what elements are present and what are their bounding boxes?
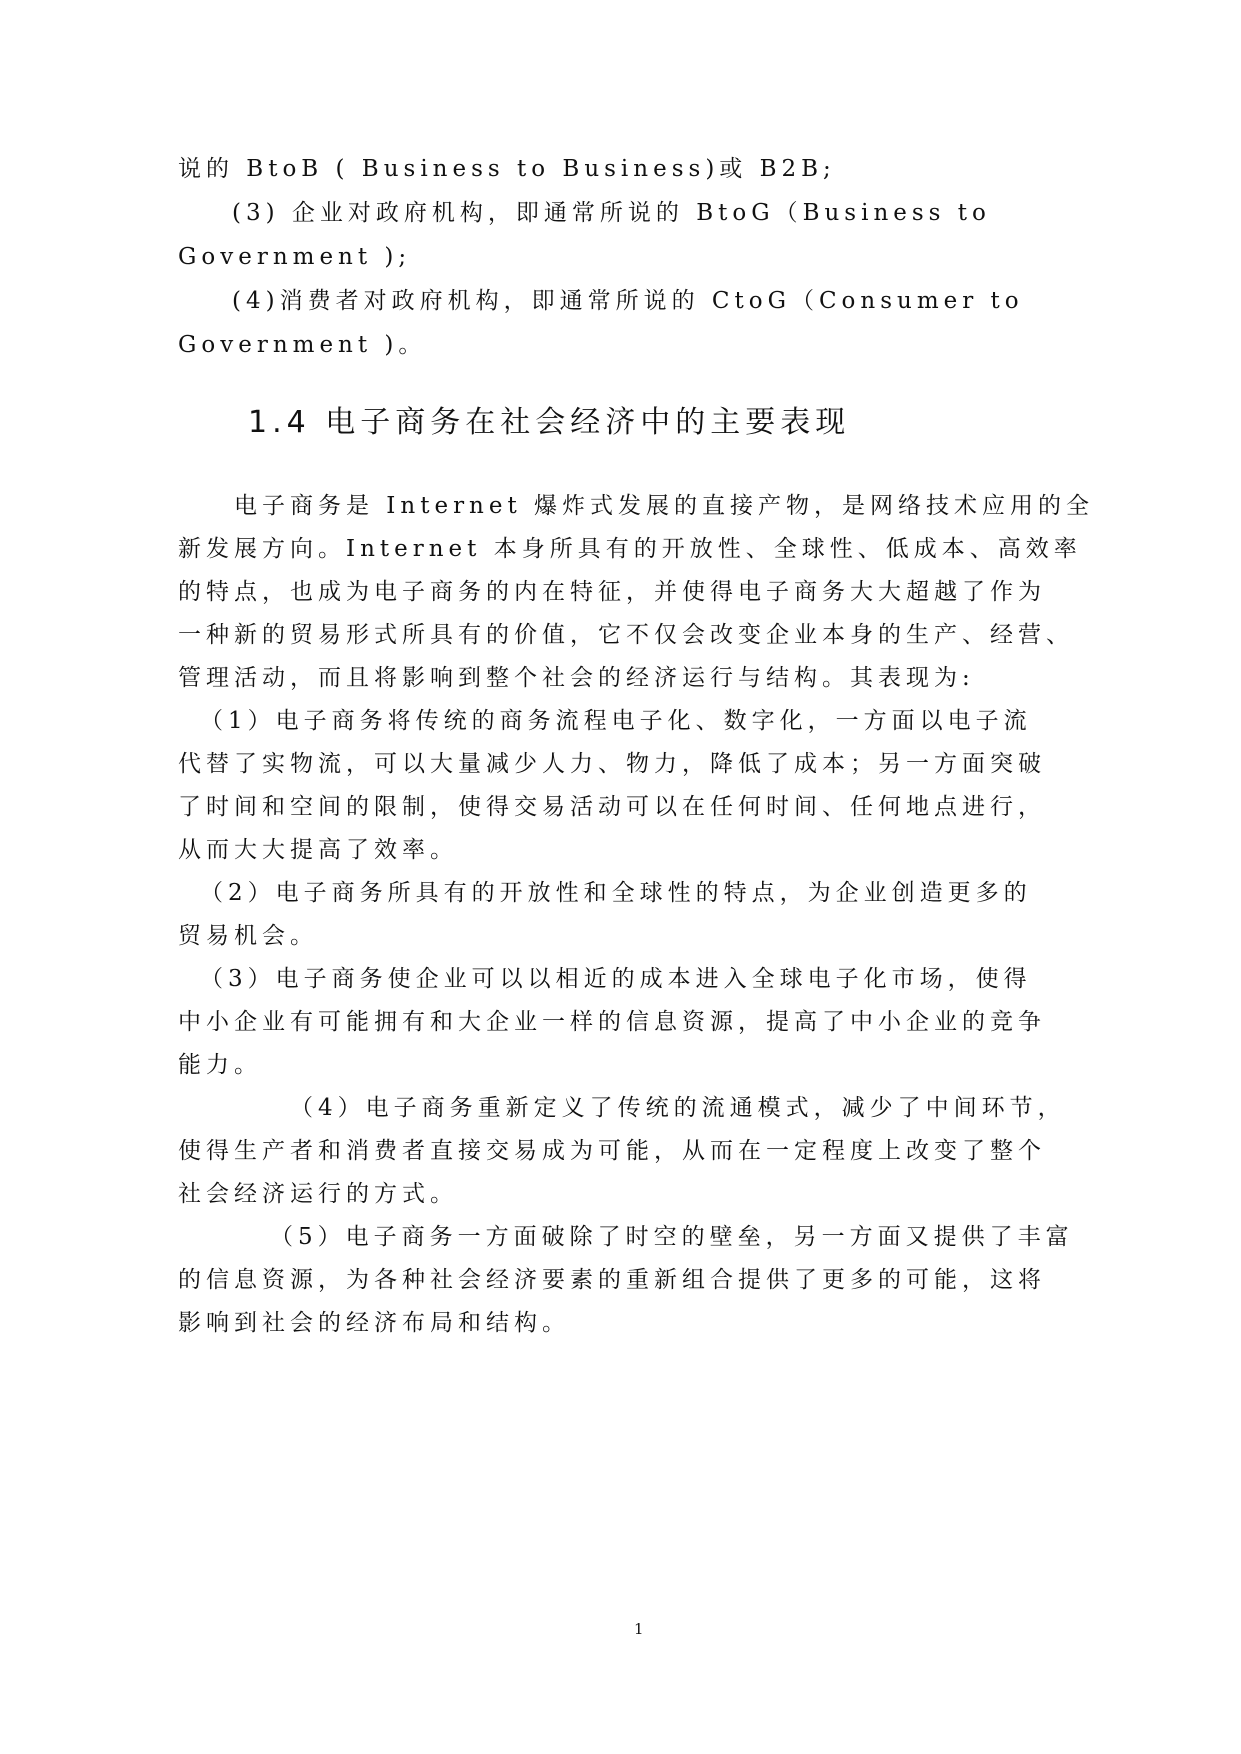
section-heading: 1.4 电子商务在社会经济中的主要表现 bbox=[248, 405, 851, 440]
body-line: 从而大大提高了效率。 bbox=[178, 837, 458, 863]
body-line: 新发展方向。Internet 本身所具有的开放性、全球性、低成本、高效率 bbox=[178, 536, 1082, 562]
intro-line: (4)消费者对政府机构，即通常所说的 CtoG（Consumer to bbox=[232, 288, 1024, 314]
body-line: （5）电子商务一方面破除了时空的壁垒，另一方面又提供了丰富 bbox=[270, 1224, 1074, 1250]
body-line: 影响到社会的经济布局和结构。 bbox=[178, 1310, 570, 1336]
body-line: 的特点，也成为电子商务的内在特征，并使得电子商务大大超越了作为 bbox=[178, 579, 1046, 605]
body-line: 管理活动，而且将影响到整个社会的经济运行与结构。其表现为: bbox=[178, 665, 975, 691]
body-line: 使得生产者和消费者直接交易成为可能，从而在一定程度上改变了整个 bbox=[178, 1138, 1046, 1164]
body-line: 电子商务是 Internet 爆炸式发展的直接产物，是网络技术应用的全 bbox=[234, 493, 1095, 519]
page-number: 1 bbox=[634, 1620, 644, 1638]
body-line: 的信息资源，为各种社会经济要素的重新组合提供了更多的可能，这将 bbox=[178, 1267, 1046, 1293]
body-line: （1）电子商务将传统的商务流程电子化、数字化，一方面以电子流 bbox=[200, 708, 1032, 734]
body-line: （3）电子商务使企业可以以相近的成本进入全球电子化市场，使得 bbox=[200, 966, 1032, 992]
body-line: （2）电子商务所具有的开放性和全球性的特点，为企业创造更多的 bbox=[200, 880, 1032, 906]
body-line: 了时间和空间的限制，使得交易活动可以在任何时间、任何地点进行， bbox=[178, 794, 1046, 820]
intro-line: 说的 BtoB ( Business to Business)或 B2B; bbox=[178, 156, 836, 182]
body-line: （4）电子商务重新定义了传统的流通模式，减少了中间环节， bbox=[290, 1095, 1066, 1121]
body-line: 中小企业有可能拥有和大企业一样的信息资源，提高了中小企业的竞争 bbox=[178, 1009, 1046, 1035]
body-line: 一种新的贸易形式所具有的价值，它不仅会改变企业本身的生产、经营、 bbox=[178, 622, 1074, 648]
intro-line: Government ); bbox=[178, 244, 412, 270]
body-line: 代替了实物流，可以大量减少人力、物力，降低了成本；另一方面突破 bbox=[178, 751, 1046, 777]
intro-line: Government )。 bbox=[178, 332, 427, 358]
body-line: 贸易机会。 bbox=[178, 923, 318, 949]
body-line: 社会经济运行的方式。 bbox=[178, 1181, 458, 1207]
intro-line: (3) 企业对政府机构，即通常所说的 BtoG（Business to bbox=[232, 200, 991, 226]
body-line: 能力。 bbox=[178, 1052, 262, 1078]
